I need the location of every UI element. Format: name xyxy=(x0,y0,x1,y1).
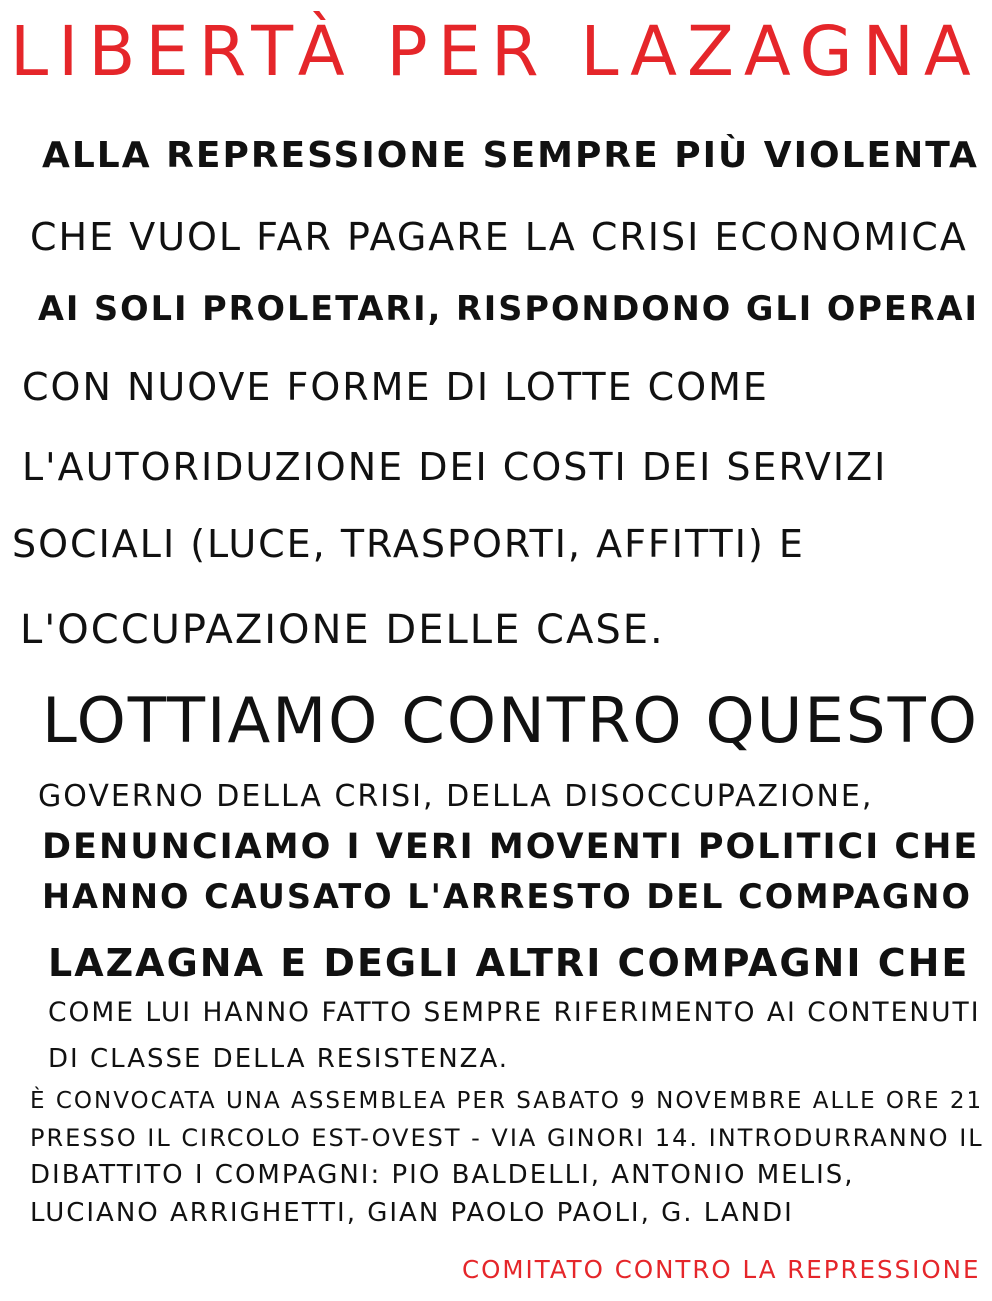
poster-line-8: LOTTIAMO CONTRO QUESTO xyxy=(42,684,979,757)
poster-line-16: PRESSO IL CIRCOLO EST-OVEST - VIA GINORI 14. INTRODURRANNO IL xyxy=(30,1124,984,1152)
poster-line-15: È CONVOCATA UNA ASSEMBLEA PER SABATO 9 NOVEMBRE ALLE ORE 21 xyxy=(30,1088,984,1114)
poster-line-7: L'OCCUPAZIONE DELLE CASE. xyxy=(20,607,665,653)
poster-line-11: HANNO CAUSATO L'ARRESTO DEL COMPAGNO xyxy=(42,877,972,916)
poster-title: LIBERTÀ PER LAZAGNA xyxy=(10,12,981,92)
poster-line-18: LUCIANO ARRIGHETTI, GIAN PAOLO PAOLI, G. LANDI xyxy=(30,1198,794,1228)
poster-line-2: CHE VUOL FAR PAGARE LA CRISI ECONOMICA xyxy=(30,215,968,259)
poster-line-3: AI SOLI PROLETARI, RISPONDONO GLI OPERAI xyxy=(38,289,980,328)
poster-line-14: DI CLASSE DELLA RESISTENZA. xyxy=(48,1044,510,1074)
poster-line-4: CON NUOVE FORME DI LOTTE COME xyxy=(22,365,769,409)
poster-line-1: ALLA REPRESSIONE SEMPRE PIÙ VIOLENTA xyxy=(42,135,979,176)
poster-line-17: DIBATTITO I COMPAGNI: PIO BALDELLI, ANTONIO MELIS, xyxy=(30,1160,855,1190)
poster-line-12: LAZAGNA E DEGLI ALTRI COMPAGNI CHE xyxy=(48,941,970,985)
poster-line-5: L'AUTORIDUZIONE DEI COSTI DEI SERVIZI xyxy=(22,445,888,489)
poster-line-9: GOVERNO DELLA CRISI, DELLA DISOCCUPAZIONE, xyxy=(38,779,874,814)
poster-line-6: SOCIALI (LUCE, TRASPORTI, AFFITTI) E xyxy=(12,522,805,566)
poster-line-13: COME LUI HANNO FATTO SEMPRE RIFERIMENTO AI CONTENUTI xyxy=(48,997,981,1028)
poster-line-10: DENUNCIAMO I VERI MOVENTI POLITICI CHE xyxy=(42,827,980,867)
poster-signature: COMITATO CONTRO LA REPRESSIONE xyxy=(462,1255,981,1284)
